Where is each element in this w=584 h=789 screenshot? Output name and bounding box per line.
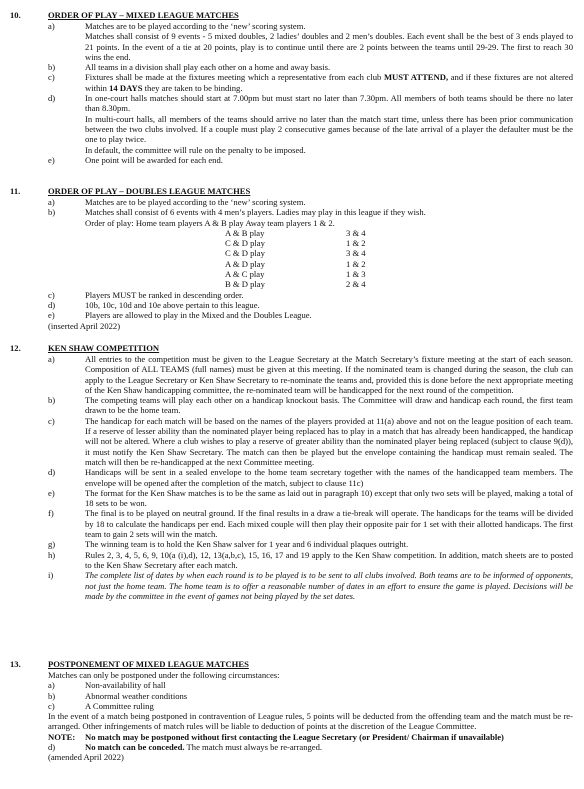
inserted-note: (inserted April 2022) (48, 320, 121, 331)
order-row (0, 259, 584, 269)
list-item (0, 701, 584, 711)
note-text: No match may be postponed without first contacting the League Secretary (or President/ Chairman if unavailable) (85, 731, 504, 742)
home-pair: C & D play (225, 248, 265, 259)
order-row (0, 279, 584, 289)
section-heading (0, 659, 584, 670)
item-text: The competing teams will play each other on a handicap knockout basis. The Committee will draw and handicap each round, the first team drawn to be the home team. (85, 395, 573, 416)
item-label: d) (48, 467, 56, 478)
order-row (0, 238, 584, 248)
list-item (0, 570, 584, 601)
item-text: All entries to the competition must be given to the League Secretary at the Match Secretary’s fixture meeting at the start of each season. Composition of ALL TEAMS (full names) must be given at this meeting. If the nominated team is changed during the season, the club can apply to the League Secretary or Ken Shaw Secretary to re-nominate the teams and, provided this is done before the next appropriate meeting of the Ken Shaw handicapping committee, the re-nominated team will be handicapped for the next round of the competition. (85, 354, 573, 395)
list-item (0, 21, 584, 62)
list-item (0, 290, 584, 300)
list-item (0, 310, 584, 320)
list-item (0, 488, 584, 509)
list-item (0, 300, 584, 310)
list-item (0, 742, 584, 752)
item-text: Matches are to be played according to the ‘new’ scoring system. (85, 21, 306, 31)
amended-note: (amended April 2022) (48, 752, 124, 763)
item-label: c) (48, 72, 55, 83)
list-item (0, 691, 584, 701)
item-text: Players MUST be ranked in descending order. (85, 289, 244, 300)
list-item (0, 207, 584, 228)
section-title: KEN SHAW COMPETITION (48, 343, 160, 353)
list-item (0, 539, 584, 549)
item-label: a) (48, 197, 55, 207)
item-text: The winning team is to hold the Ken Shaw salver for 1 year and 6 individual plaques outright. (85, 539, 409, 550)
item-text: Matches are to be played according to the ‘new’ scoring system. (85, 197, 306, 207)
section-number: 11. (10, 186, 21, 196)
section-number: 12. (10, 343, 21, 353)
item-label: d) (48, 93, 56, 104)
item-label: a) (48, 21, 55, 31)
list-item (0, 197, 584, 207)
item-label: d) (48, 742, 56, 753)
list-item (0, 93, 584, 155)
item-text: Handicaps will be sent in a sealed envelope to the home team secretary together with the names of the handicapped team members. The envelope will be opened after the completion of the match, subject to clause 11c) (85, 467, 573, 488)
text-run: The match must always be re-arranged. (184, 742, 323, 753)
list-item (0, 680, 584, 690)
section-number: 13. (10, 659, 21, 669)
item-text: In default, the committee will rule on the penalty to be imposed. (85, 144, 306, 155)
list-item (0, 72, 584, 93)
intro-text: Matches can only be postponed under the following circumstances: (48, 670, 280, 680)
text-run: Fixtures shall be made at the fixtures meeting which a representative from each club (85, 72, 384, 83)
item-text: The format for the Ken Shaw matches is to be the same as laid out in paragraph 10) except that only two sets will be played, making a total of 18 sets to be won. (85, 487, 573, 509)
away-pair: 1 & 2 (346, 238, 366, 249)
item-label: a) (48, 354, 55, 364)
item-text: Non-availability of hall (85, 680, 166, 691)
item-label: i) (48, 570, 54, 581)
order-row (0, 269, 584, 279)
section-heading (0, 343, 584, 354)
item-text-italic: The complete list of dates by when each round is to be played is to be sent to all clubs involved. Both teams are to be informed of opponents, not just the home team. The home team is to offer a reasonable number of dates in an effort to ensure the game is played. Decisions will be made by the committee in the event of games not being played by the set dates. (85, 570, 573, 601)
item-text (85, 742, 573, 752)
away-pair: 2 & 4 (346, 279, 366, 290)
order-of-play-intro: Order of play: Home team players A & B play Away team players 1 & 2. (85, 217, 335, 228)
text-run: and if these fixtures are not altered within (85, 72, 573, 93)
item-label: e) (48, 310, 55, 321)
order-row (0, 228, 584, 238)
list-item (0, 508, 584, 539)
away-pair: 1 & 2 (346, 258, 366, 269)
item-label: e) (48, 487, 55, 498)
bold-text: No match can be conceded. (85, 742, 185, 753)
section-heading (0, 10, 584, 21)
item-text: Abnormal weather conditions (85, 690, 188, 701)
section-10 (0, 10, 584, 165)
home-pair: A & C play (225, 269, 265, 280)
item-label: b) (48, 690, 56, 701)
away-pair: 3 & 4 (346, 248, 366, 259)
list-item (0, 354, 584, 395)
item-text: Matches shall consist of 9 events - 5 mixed doubles, 2 ladies’ doubles and 2 men’s doubles. Each event shall be the best of 3 ends played to 21 points. In the event of a tie at 20 points, play is to continue until there are 2 points between the teams until 29-29. The first to reach 30 wins the end. (85, 31, 573, 62)
item-label: b) (48, 395, 56, 406)
item-text: The final is to be played on neutral ground. If the final results in a draw a tie-break will operate. The handicaps for the teams will be divided by 18 to calculate the handicaps per end. Each mixed couple will then play their opposite pair for 1 set with their allotted handicaps. The first team to gain 2 sets will win the match. (85, 508, 573, 540)
list-item (0, 416, 584, 467)
item-text: Players are allowed to play in the Mixed and the Doubles League. (85, 310, 312, 321)
bold-text: 14 DAYS (109, 82, 143, 93)
list-item (0, 62, 584, 72)
section-heading (0, 186, 584, 197)
order-row (0, 248, 584, 258)
list-item (0, 395, 584, 416)
item-label: f) (48, 508, 54, 519)
section-title: ORDER OF PLAY – MIXED LEAGUE MATCHES (48, 10, 239, 20)
postponement-paragraph: In the event of a match being postponed in contravention of League rules, 5 points will be deducted from the offending team and the match must be re-arranged. Other infringements of match rules will be liable to deduction of points at the discretion of the League Committee. (48, 711, 573, 732)
bold-text: MUST ATTEND, (383, 72, 449, 83)
home-pair: A & B play (225, 227, 265, 238)
item-text: All teams in a division shall play each other on a home and away basis. (85, 62, 331, 73)
section-11 (0, 186, 584, 331)
item-label: b) (48, 207, 56, 218)
item-text: Rules 2, 3, 4, 5, 6, 9, 10(a (i),d), 12, 13(a,b,c), 15, 16, 17 and 19 apply to the Ken Shaw competition. In addition, match sheets are to posted to the Ken Shaw Secretary after each match. (85, 549, 573, 570)
list-item (0, 155, 584, 165)
home-pair: C & D play (225, 238, 265, 249)
list-item (0, 550, 584, 571)
item-label: c) (48, 415, 55, 426)
item-text: The handicap for each match will be based on the names of the players provided at 11(a) above and not on the league position of each team. If a reserve of lesser ability than the nominated player being replaced has to play in a match that has already been handicapped, the handicap will not be altered. Where a club wishes to play a reserve of greater ability than the nominated player being replaced (subject to clause 9(d)), it must notify the Ken Shaw Secretary. The match can then be played but the envelope containing the handicap must remain sealed. The match will then be re-handicapped at the next Committee meeting. (85, 415, 573, 467)
item-text: 10b, 10c, 10d and 10e above pertain to this league. (85, 299, 260, 310)
item-text: In one-court halls matches should start at 7.00pm but must start no later than 7.30pm. All members of both teams should be there no later than 8.30pm. (85, 93, 573, 114)
list-item (0, 467, 584, 488)
section-title: ORDER OF PLAY – DOUBLES LEAGUE MATCHES (48, 186, 251, 196)
home-pair: A & D play (225, 258, 265, 269)
home-pair: B & D play (225, 279, 265, 290)
away-pair: 1 & 3 (346, 269, 366, 280)
item-label: a) (48, 680, 55, 691)
item-label: b) (48, 62, 56, 73)
text-run: they are taken to be binding. (142, 82, 243, 93)
item-label: g) (48, 539, 56, 550)
item-label: c) (48, 289, 55, 300)
item-text (85, 72, 573, 93)
note-line (0, 732, 584, 742)
item-label: e) (48, 154, 55, 165)
section-title: POSTPONEMENT OF MIXED LEAGUE MATCHES (48, 659, 249, 669)
away-pair: 3 & 4 (346, 227, 366, 238)
note-label: NOTE: (48, 731, 76, 742)
section-number: 10. (10, 10, 21, 20)
item-text: In multi-court halls, all members of the teams should arrive no later than the match start time, unless there has been prior communication between the two clubs involved. If a couple must play 2 consecutive games because of the late arrival of a player the defaulter must be the one to play twice. (85, 113, 573, 145)
item-label: d) (48, 299, 56, 310)
section-12 (0, 343, 584, 601)
item-text: Matches shall consist of 6 events with 4 men’s players. Ladies may play in this league if they wish. (85, 207, 426, 218)
item-label: c) (48, 700, 55, 711)
item-label: h) (48, 549, 56, 560)
item-text: One point will be awarded for each end. (85, 154, 223, 165)
item-text: A Committee ruling (85, 700, 154, 711)
section-13 (0, 659, 584, 763)
